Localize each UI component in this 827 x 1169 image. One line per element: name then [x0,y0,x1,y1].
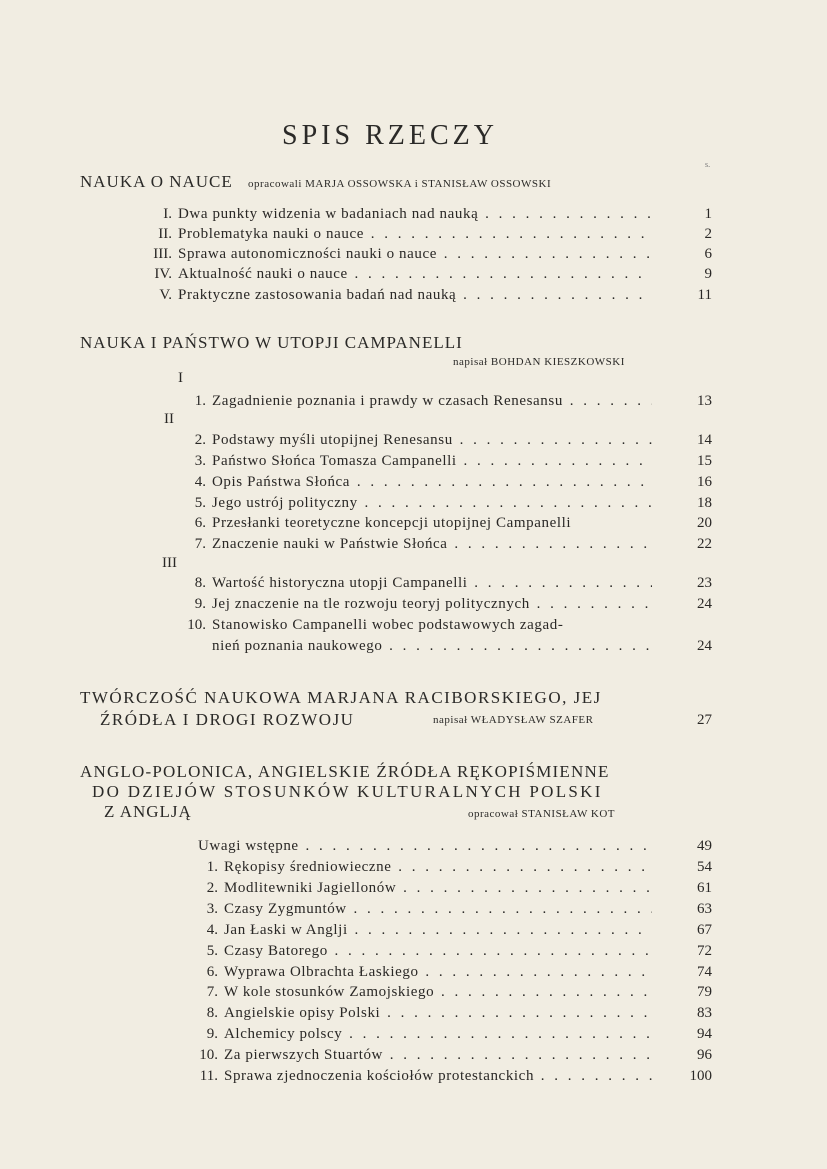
toc-entry[interactable] [168,391,712,411]
entry-title: Podstawy myśli utopijnej Renesansu . . . [212,430,652,450]
entry-number: 1. [194,393,206,409]
entry-title: Czasy Batorego . . . [224,941,652,961]
entry-title: Państwo Słońca Tomasza Campanelli . . . [212,451,652,471]
section-byline: opracował STANISŁAW KOT [468,808,616,820]
entry-page: 96 [697,1047,712,1063]
entry-number: I. [163,206,172,222]
section-heading-4-line2: DO DZIEJÓW STOSUNKÓW KULTURALNYCH POLSKI [92,782,603,801]
entry-page: 27 [697,712,712,728]
entry-number: 6. [206,964,218,980]
entry-page: 15 [697,453,712,469]
entry-page: 18 [697,495,712,511]
toc-entry[interactable] [180,941,712,961]
entry-page: 11 [697,287,712,303]
section-title: NAUKA O NAUCE [80,172,233,191]
entry-page: 100 [689,1068,712,1084]
entry-number: 11. [199,1068,218,1084]
entry-number: 8. [194,575,206,591]
section-heading-2: NAUKA I PAŃSTWO W UTOPJI CAMPANELLI [80,333,463,352]
entry-title: Wyprawa Olbrachta Łaskiego . . . [224,962,652,982]
entry-title: Za pierwszych Stuartów . . . [224,1045,652,1065]
entry-title: Sprawa zjednoczenia kościołów protestanckich . . . [224,1066,652,1086]
entry-number: 4. [194,474,206,490]
entry-page: 16 [697,474,712,490]
entry-number: 5. [206,943,218,959]
entry-page: 54 [697,859,712,875]
entry-title: Sprawa autonomiczności nauki o nauce . . . [178,244,652,264]
entry-number: II. [158,226,172,242]
toc-entry[interactable] [168,615,712,635]
entry-number: IV. [154,266,172,282]
toc-entry[interactable] [180,878,712,898]
entry-page: 67 [697,922,712,938]
entry-number: 1. [206,859,218,875]
entry-page: 22 [697,536,712,552]
toc-entry[interactable] [134,244,712,264]
section-heading-4-line3: Z ANGLJĄ [104,802,192,821]
toc-entry[interactable] [168,493,712,513]
entry-title: Stanowisko Campanelli wobec podstawowych zagad- [212,617,564,633]
entry-page: 9 [704,266,712,282]
entry-number: 9. [194,596,206,612]
toc-entry[interactable] [180,899,712,919]
part-number-1: I [178,370,183,386]
entry-page: 94 [697,1026,712,1042]
entry-title: Jego ustrój polityczny . . . [212,493,652,513]
entry-page: 74 [697,964,712,980]
entry-title: Opis Państwa Słońca . . . [212,472,652,492]
entry-number: 8. [206,1005,218,1021]
toc-entry[interactable] [168,636,712,656]
toc-entry[interactable] [134,264,712,284]
entry-title: Praktyczne zastosowania badań nad nauką . . . [178,285,652,305]
entry-page: 83 [697,1005,712,1021]
entry-title: nień poznania naukowego . . . [212,636,652,656]
part-number-3: III [162,555,177,571]
page-title: SPIS RZECZY [282,120,498,151]
entry-number: 5. [194,495,206,511]
entry-number: 9. [206,1026,218,1042]
entry-title: Jej znaczenie na tle rozwoju teoryj politycznych . . . [212,594,652,614]
toc-entry[interactable] [180,1024,712,1044]
entry-title: Zagadnienie poznania i prawdy w czasach Renesansu . . . [212,391,652,411]
section-heading-1 [80,172,551,192]
entry-page: 14 [697,432,712,448]
entry-title: Znaczenie nauki w Państwie Słońca . . . [212,534,652,554]
part-number-2: II [164,411,174,427]
entry-title: Angielskie opisy Polski . . . [224,1003,652,1023]
toc-entry[interactable] [134,204,712,224]
toc-entry[interactable] [158,836,712,856]
toc-entry[interactable] [168,534,712,554]
toc-entry[interactable] [180,1003,712,1023]
toc-entry[interactable] [134,285,712,305]
toc-entry[interactable] [168,430,712,450]
entry-page: 24 [697,596,712,612]
toc-entry[interactable] [180,1045,712,1065]
entry-title: Aktualność nauki o nauce . . . [178,264,652,284]
entry-page: 24 [697,638,712,654]
section-byline: napisał BOHDAN KIESZKOWSKI [453,356,625,368]
entry-page: 72 [697,943,712,959]
toc-entry[interactable] [168,573,712,593]
entry-page: 20 [697,515,712,531]
entry-title: Czasy Zygmuntów . . . [224,899,652,919]
toc-entry[interactable] [168,451,712,471]
entry-page: 23 [697,575,712,591]
section-heading-3-line2: ŹRÓDŁA I DROGI ROZWOJU [100,710,355,729]
toc-entry[interactable] [180,1066,712,1086]
entry-page: 49 [697,838,712,854]
entry-title: Uwagi wstępne . . . [198,836,652,856]
entry-number: 10. [187,617,206,633]
entry-title: Alchemicy polscy . . . [224,1024,652,1044]
section-heading-3: TWÓRCZOŚĆ NAUKOWA MARJANA RACIBORSKIEGO, JEJ [80,688,602,707]
toc-entry[interactable] [180,962,712,982]
entry-number: III. [153,246,172,262]
entry-number: 3. [206,901,218,917]
corner-mark: s. [705,160,711,169]
entry-page: 1 [704,206,712,222]
toc-entry[interactable] [180,857,712,877]
entry-title: Jan Łaski w Anglji . . . [224,920,652,940]
entry-number: 2. [194,432,206,448]
entry-title: Problematyka nauki o nauce . . . [178,224,652,244]
entry-title: Dwa punkty widzenia w badaniach nad nauką . . . [178,204,652,224]
entry-title: Rękopisy średniowieczne . . . [224,857,652,877]
entry-page: 79 [697,984,712,1000]
entry-number: 4. [206,922,218,938]
section-byline: napisał WŁADYSŁAW SZAFER [433,714,594,726]
toc-entry[interactable] [180,920,712,940]
toc-entry[interactable] [168,472,712,492]
entry-page: 61 [697,880,712,896]
entry-page: 2 [704,226,712,242]
entry-number: V. [159,287,172,303]
section-page[interactable] [672,710,712,730]
entry-title: Modlitewniki Jagiellonów . . . [224,878,652,898]
entry-number: 7. [194,536,206,552]
entry-number: 3. [194,453,206,469]
entry-number: 10. [199,1047,218,1063]
toc-entry[interactable] [168,513,712,533]
entry-title: Przesłanki teoretyczne koncepcji utopijnej Campanelli [212,515,572,531]
entry-number: 2. [206,880,218,896]
entry-page: 6 [704,246,712,262]
toc-entry[interactable] [168,594,712,614]
section-heading-4: ANGLO-POLONICA, ANGIELSKIE ŹRÓDŁA RĘKOPIŚMIENNE [80,762,610,781]
entry-number: 7. [206,984,218,1000]
toc-entry[interactable] [180,982,712,1002]
toc-entry[interactable] [134,224,712,244]
entry-number: 6. [194,515,206,531]
entry-title: W kole stosunków Zamojskiego . . . [224,982,652,1002]
entry-page: 13 [697,393,712,409]
section-byline: opracowali MARJA OSSOWSKA i STANISŁAW OSSOWSKI [248,178,552,190]
entry-title: Wartość historyczna utopji Campanelli . . . [212,573,652,593]
entry-page: 63 [697,901,712,917]
